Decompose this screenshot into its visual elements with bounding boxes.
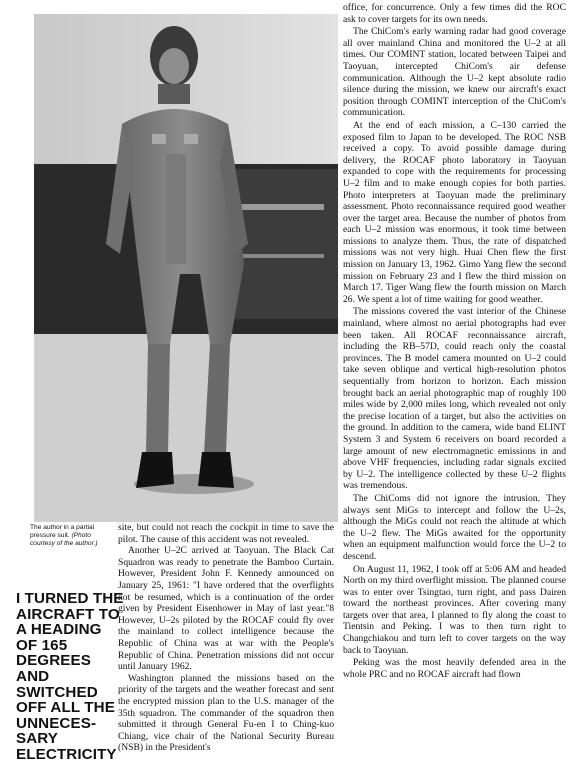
paragraph: Another U–2C arrived at Taoyuan. The Black Cat Squadron was ready to penetrate the Bamboo Curtain. However, President John F. Kennedy announced on January 25, 1961: "I have ordered that the overflights not be resumed, which is a continuation of the order given by President Eisenhower in May of last year."8 However, U–2s piloted by the ROCAF could fly over the mainland to collect intelligence because the Republic of China was at war with the People's Republic of China. Penetration missions did not occur until January 1962. <box>118 545 334 673</box>
pull-quote-line: AIRCRAFT TO <box>16 605 120 623</box>
pull-quote-line: I TURNED THE <box>16 590 124 607</box>
paragraph: Peking was the most heavily defended area in the whole PRC and no ROCAF aircraft had flown <box>343 657 566 680</box>
pull-quote-line: SARY <box>16 730 59 748</box>
pull-quote-line: OFF ALL THE <box>16 699 115 717</box>
caption-credit: (Photo courtesy of the author.) <box>30 532 98 548</box>
caption-text: The author in a partial pressure suit. <box>30 524 95 540</box>
pull-quote-line: A HEADING <box>16 621 102 639</box>
paragraph: site, but could not reach the cockpit in time to save the pilot. The cause of this accident was not revealed. <box>118 522 334 545</box>
paragraph: The missions covered the vast interior of the Chinese mainland, where almost no aerial photographs had ever been taken. All ROCAF reconnaissance aircraft, including the RB–57D, could reach only the coastal provinces. The B model camera mounted on U–2 could take seven oblique and vertical high-resolution photos sequentially from horizon to horizon. Each mission brought back an aerial photographic map of roughly 100 miles wide by 2,000 miles long, which revealed not only the precise location of a target, but also the activities on the ground. In addition to the camera, wide band ELINT System 3 and System 6 receivers on board recorded a large amount of new electromagnetic emissions in and above VHF frequencies, including radar signals excited by U–2. The intelligence collected by these U–2 flights was tremendous. <box>343 306 566 492</box>
paragraph: office, for concurrence. Only a few times did the ROC ask to cover targets for its own needs. <box>343 2 566 25</box>
photo-caption <box>30 524 112 549</box>
pull-quote-line: ELECTRICITY <box>16 745 117 763</box>
paragraph: On August 11, 1962, I took off at 5:06 AM and headed North on my third overflight mission. The planned course was to enter over Tsingtao, turn right, and pass Dairen toward the northeast provinces. After covering many targets over that area, I planned to fly along the coast to Tientsin and Peking. I was to then turn right to Changchiakou and turn left to cover targets on the way back to Taoyuan. <box>343 563 566 656</box>
pull-quote-line: DEGREES <box>16 652 91 670</box>
pilot-figure-image <box>34 14 338 522</box>
paragraph: Washington planned the missions based on the priority of the targets and the weather forecast and sent the encrypted mission plan to the U.S. manager of the 35th squadron. The commander of the squadron then submitted it through General Fu-en I to Ching-kuo Chiang, vice chair of the National Security Bureau (NSB) in the President's <box>118 672 334 754</box>
pull-quote-line: OF 165 <box>16 636 68 654</box>
middle-column <box>118 522 334 754</box>
pull-quote-line: AND <box>16 667 50 685</box>
pull-quote <box>16 590 124 763</box>
paragraph: The ChiComs did not ignore the intrusion. They always sent MiGs to intercept and follow the U–2s, although the MiGs could not reach the altitude at which the U–2 flew. The MiGs awaited for the opportunity when an equipment malfunction would force the U–2 to descend. <box>343 492 566 562</box>
pull-quote-line: UNNECES- <box>16 714 97 732</box>
pull-quote-line: SWITCHED <box>16 683 98 701</box>
right-column <box>343 2 566 680</box>
author-photo <box>34 14 338 522</box>
paragraph: At the end of each mission, a C–130 carried the exposed film to Japan to be developed. The ROC NSB received a copy. To avoid possible damage during delivery, the ROCAF photo laboratory in Taoyuan expanded to cope with the requirements for processing U–2 film and to make enough copies for both parties. Photo interpreters at Taoyuan made the preliminary assessment. Photo reconnaissance required good weather over the target area. Because the number of photos from each U–2 mission was enormous, it took time between missions to analyze them. Thus, the rate of dispatched missions was not very high. Huai Chen flew the first mission on January 13, 1962. Gimo Yang flew the second mission on February 23 and I flew the third mission on March 17. Tiger Wang flew the fourth mission on March 26. We spent a lot of time waiting for good weather. <box>343 119 566 305</box>
paragraph: The ChiCom's early warning radar had good coverage all over mainland China and monitored the U–2 at all times. Our COMINT station, located between Taipei and Taoyuan, intercepted ChiCom's air defense communication. Although the U–2 kept absolute radio silence during the mission, we knew our aircraft's exact position through COMINT interception of the ChiCom's communication. <box>343 26 566 119</box>
